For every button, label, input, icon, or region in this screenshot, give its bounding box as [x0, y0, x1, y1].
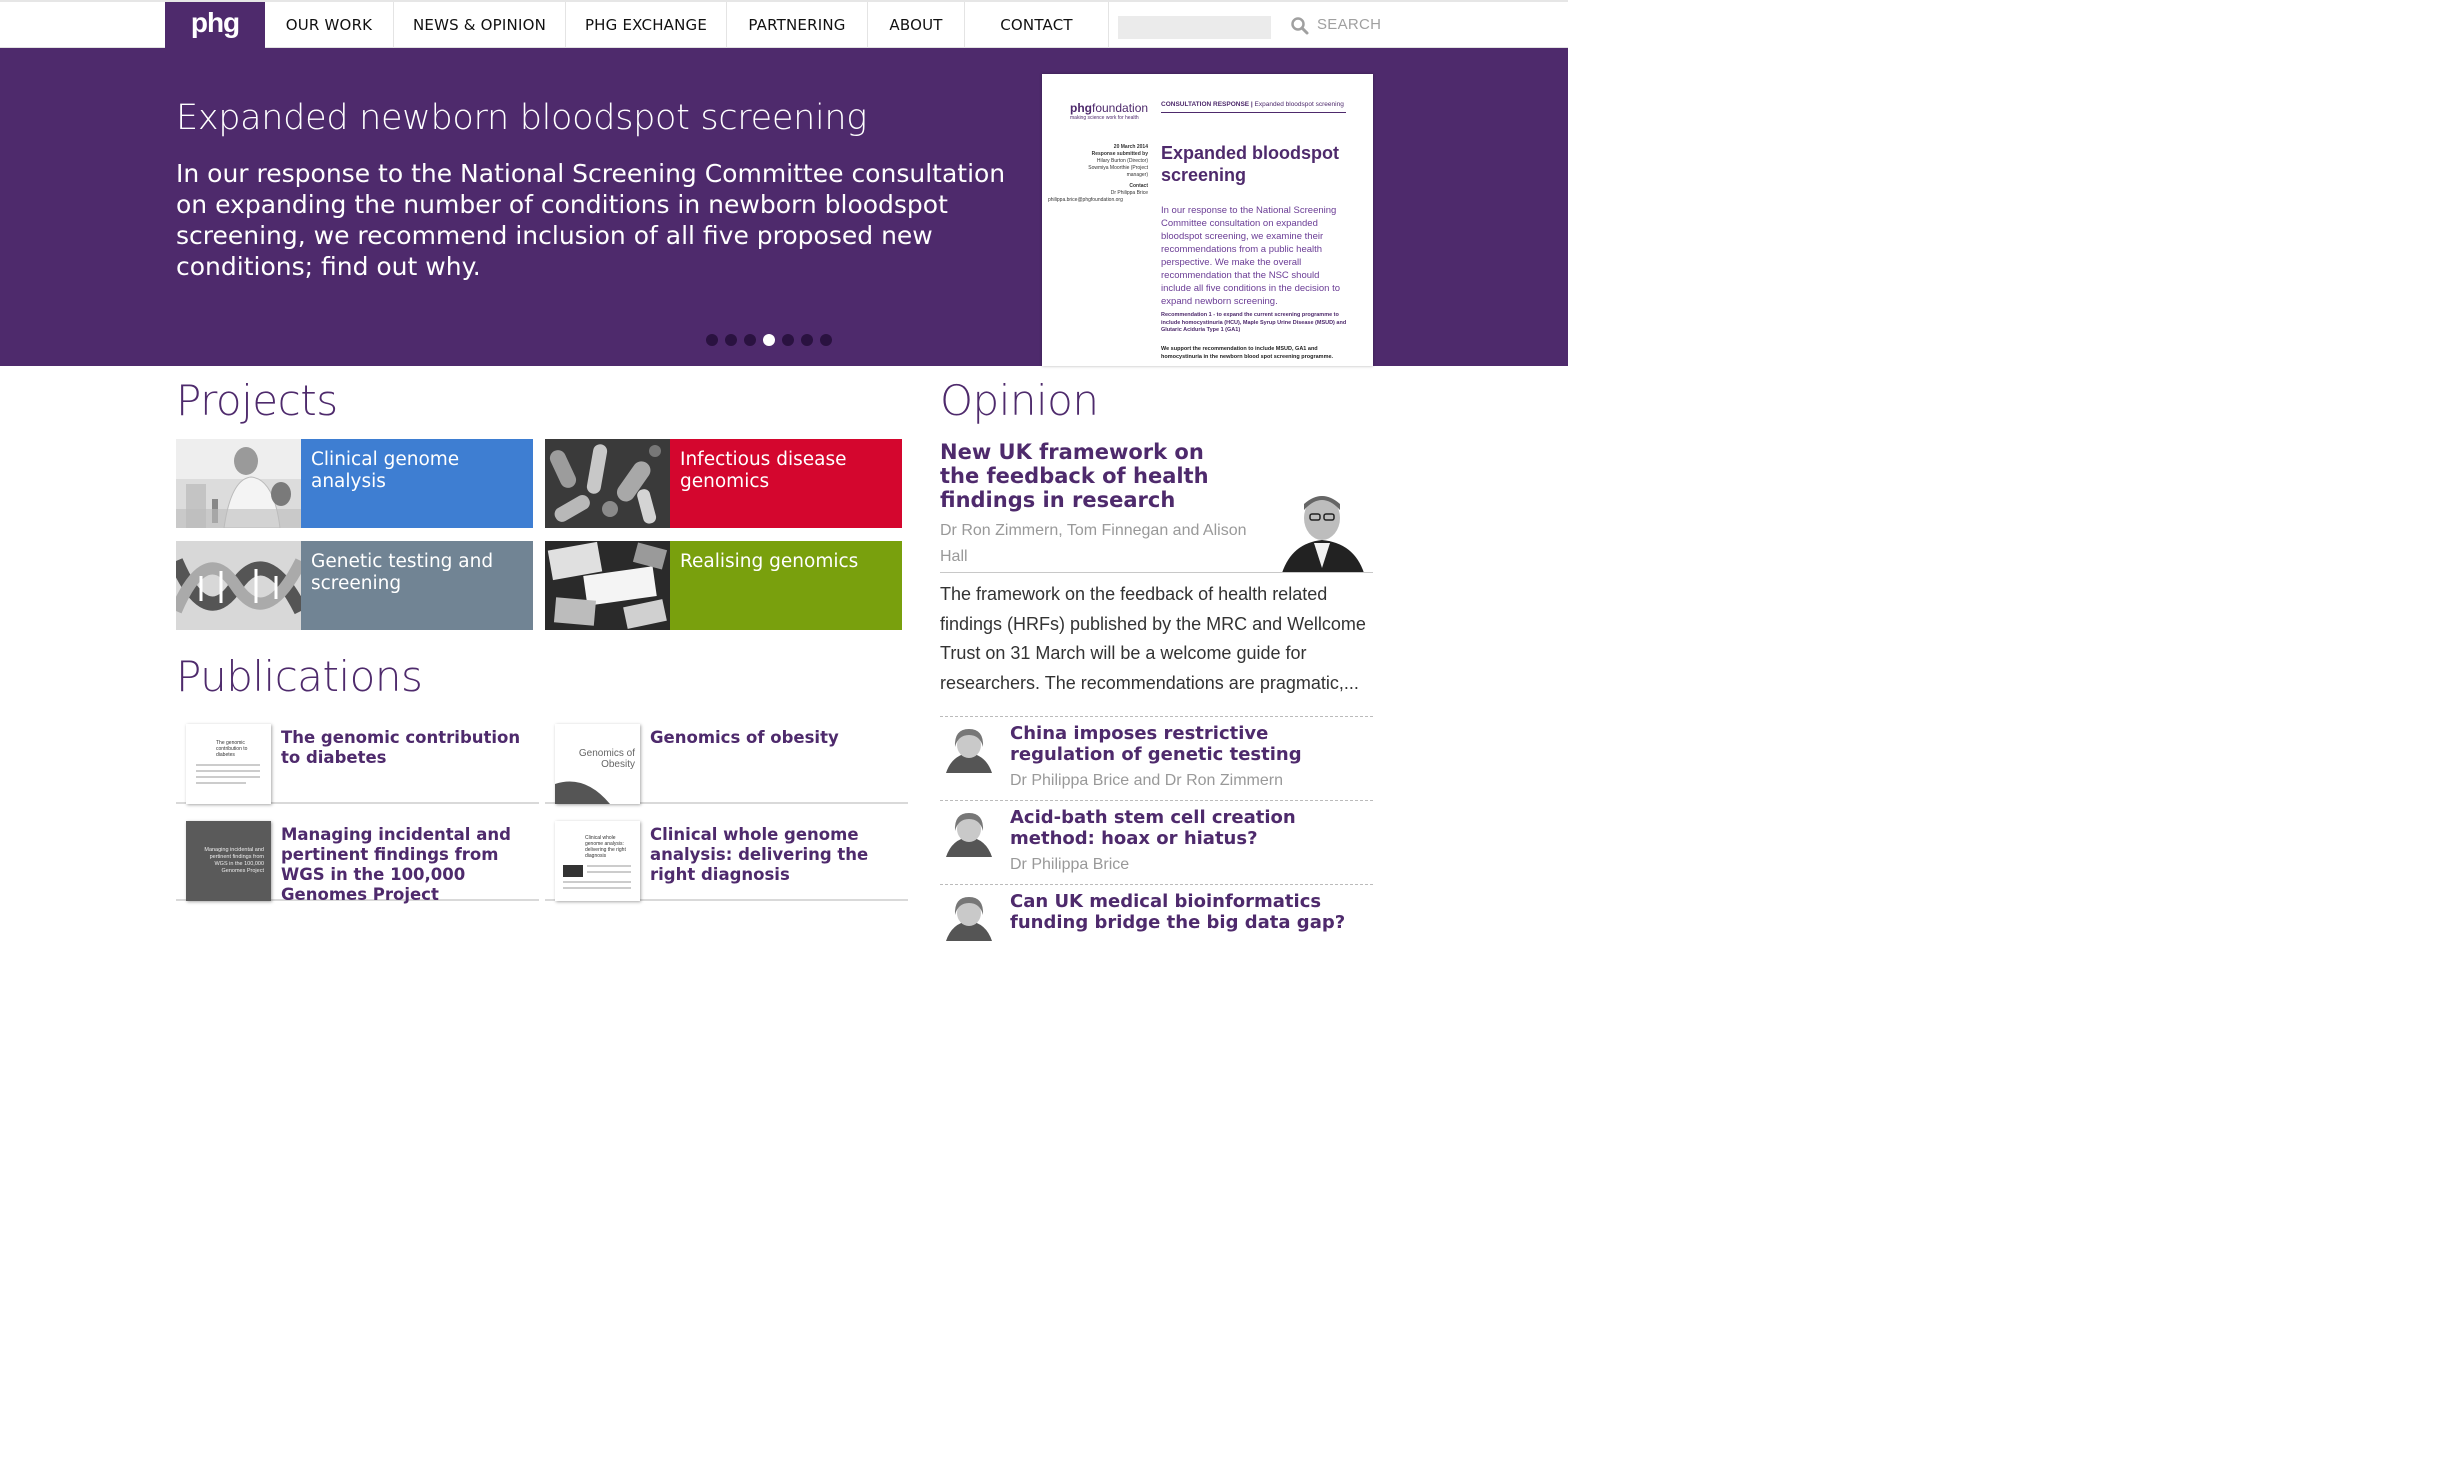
- project-tile-realising-genomics[interactable]: [545, 541, 902, 630]
- publication-thumbnail: Managing incidental and pertinent findings from WGS in the 100,000 Genomes Project: [186, 821, 271, 901]
- nav-item-our-work[interactable]: OUR WORK: [265, 2, 394, 50]
- author-photo: [1272, 488, 1373, 573]
- tile-label: Realising genomics: [670, 541, 902, 630]
- carousel-dot[interactable]: [820, 334, 832, 346]
- bacteria-image: [545, 439, 670, 528]
- search-input[interactable]: [1118, 16, 1271, 39]
- featured-opinion-excerpt: The framework on the feedback of health related findings (HRFs) published by the MRC and Wellcome Trust on 31 March will be a welcome guide for researchers. The recommendations are pragmatic,...: [940, 584, 1366, 693]
- tile-label: Clinical genome analysis: [301, 439, 533, 528]
- carousel-dots: [706, 331, 839, 350]
- publication-item[interactable]: [176, 716, 539, 804]
- carousel-dot[interactable]: [706, 334, 718, 346]
- publication-item[interactable]: [545, 716, 908, 804]
- publications-heading: Publications: [176, 652, 423, 701]
- publication-title[interactable]: The genomic contribution to diabetes: [281, 728, 521, 767]
- doc-tagline: making science work for health: [1070, 115, 1139, 121]
- nav-item-contact[interactable]: CONTACT: [965, 2, 1109, 50]
- doc-recommendation-2: We support the recommendation to include MSUD, GA1 and homocystinuria in the newborn blood spot screening programme.: [1161, 346, 1334, 360]
- opinion-item-title[interactable]: Acid-bath stem cell creation method: hoax or hiatus?: [1010, 807, 1296, 849]
- phg-logo[interactable]: phg: [165, 2, 265, 50]
- nav-item-phg-exchange[interactable]: PHG EXCHANGE: [566, 2, 727, 50]
- hero-title[interactable]: Expanded newborn bloodspot screening: [176, 98, 867, 138]
- doc-title: Expanded bloodspot screening: [1161, 143, 1339, 185]
- hero-document-preview[interactable]: [1042, 74, 1373, 366]
- author-avatar: [940, 809, 998, 857]
- carousel-dot[interactable]: [782, 334, 794, 346]
- doc-meta: 20 March 2014 Response submitted by Hilary Burton (Director) Sowmiya Moorthie (Project manager) Contact Dr Philippa Brice philippa.brice@phgfoundation.org: [1048, 144, 1148, 203]
- divider: [940, 572, 1373, 573]
- author-avatar: [940, 893, 998, 941]
- tile-label: Genetic testing and screening: [301, 541, 533, 630]
- author-avatar: [940, 725, 998, 773]
- lab-scientist-image: [176, 439, 301, 528]
- publication-thumbnail: Genomics of Obesity: [555, 724, 640, 804]
- nav-item-partnering[interactable]: PARTNERING: [727, 2, 868, 50]
- nav-item-news-opinion[interactable]: NEWS & OPINION: [394, 2, 566, 50]
- tile-label: Infectious disease genomics: [670, 439, 902, 528]
- doc-recommendation: Recommendation 1 - to expand the current screening programme to include homocystinuria (HCU), Maple Syrup Urine Disease (MSUD) and Glutaric Aciduria Type 1 (GA1): [1161, 312, 1347, 333]
- opinion-item-title[interactable]: China imposes restrictive regulation of genetic testing: [1010, 723, 1302, 765]
- carousel-dot[interactable]: [801, 334, 813, 346]
- opinion-item-author: Dr Philippa Brice and Dr Ron Zimmern: [1010, 772, 1283, 789]
- doc-header: CONSULTATION RESPONSE | Expanded bloodspot screening: [1161, 101, 1346, 113]
- publication-thumbnail: The genomic contribution to diabetes: [186, 724, 271, 804]
- dna-helix-image: [176, 541, 301, 630]
- publication-title[interactable]: Genomics of obesity: [650, 728, 839, 747]
- top-navigation: [0, 0, 1568, 48]
- doc-logo: phgfoundation: [1070, 101, 1149, 115]
- hero-text: In our response to the National Screening Committee consultation on expanding the number of conditions in newborn bloodspot screening, we recommend inclusion of all five proposed new conditions; find out why.: [176, 159, 1006, 281]
- opinion-item-title[interactable]: Can UK medical bioinformatics funding bridge the big data gap?: [1010, 891, 1346, 933]
- opinion-list-item[interactable]: [940, 884, 1373, 968]
- project-tile-infectious-disease[interactable]: [545, 439, 902, 528]
- featured-opinion-title[interactable]: New UK framework on the feedback of health findings in research: [940, 440, 1209, 512]
- word-collage-image: [545, 541, 670, 630]
- opinion-item-author: Dr Philippa Brice: [1010, 856, 1130, 873]
- publication-item[interactable]: [176, 813, 539, 904]
- hero-carousel: [0, 48, 1568, 366]
- project-tile-clinical-genome[interactable]: [176, 439, 533, 528]
- publication-title[interactable]: Managing incidental and pertinent findings from WGS in the 100,000 Genomes Project: [281, 825, 511, 904]
- publication-item[interactable]: [545, 813, 908, 901]
- opinion-list-item[interactable]: [940, 800, 1373, 884]
- doc-body: In our response to the National Screening Committee consultation on expanded bloodspot screening, we examine their recommendations from a public health perspective. We make the overall recommendation that the NSC should include all five conditions in the decision to expand newborn screening.: [1161, 205, 1341, 307]
- publication-title[interactable]: Clinical whole genome analysis: delivering the right diagnosis: [650, 825, 869, 884]
- projects-heading: Projects: [176, 376, 338, 425]
- carousel-dot-active[interactable]: [763, 334, 775, 346]
- publication-thumbnail: Clinical whole genome analysis: delivering the right diagnosis: [555, 821, 640, 901]
- opinion-list-item[interactable]: [940, 716, 1373, 800]
- nav-item-about[interactable]: ABOUT: [868, 2, 965, 50]
- carousel-dot[interactable]: [725, 334, 737, 346]
- project-tile-genetic-testing[interactable]: [176, 541, 533, 630]
- carousel-dot[interactable]: [744, 334, 756, 346]
- search-button[interactable]: SEARCH: [1317, 16, 1382, 33]
- opinion-heading: Opinion: [940, 376, 1099, 425]
- featured-opinion-authors: Dr Ron Zimmern, Tom Finnegan and Alison Hall: [940, 522, 1247, 565]
- search-icon[interactable]: [1290, 16, 1310, 36]
